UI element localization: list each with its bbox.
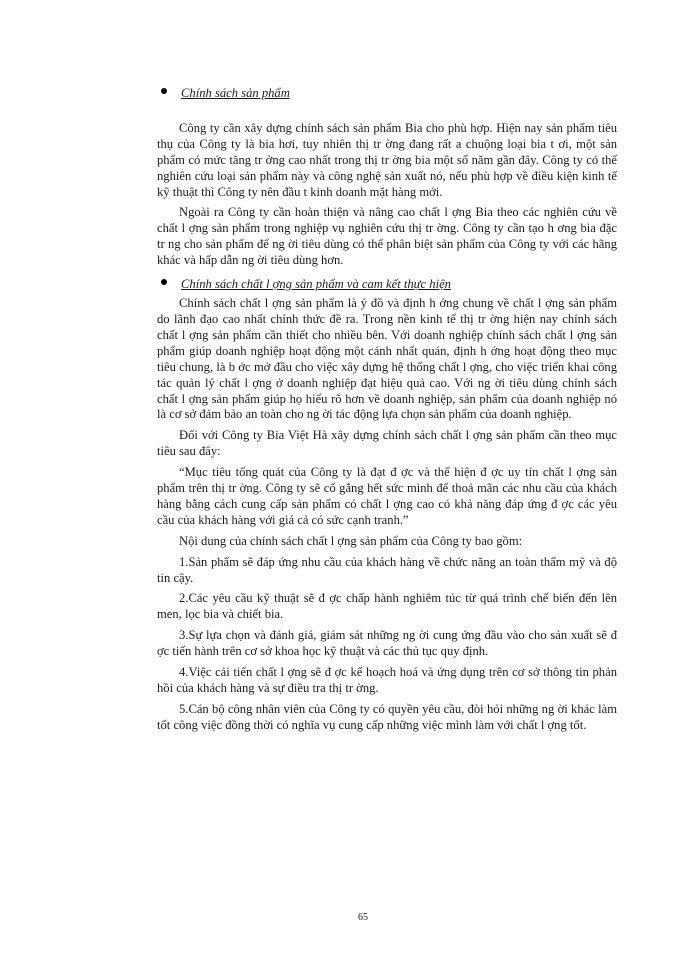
list-item xyxy=(157,702,617,734)
list-item-text: 5.Cán bộ công nhân viên của Công ty có quyền yêu cầu, đòi hỏi những ng ời khác làm tốt công việc đồng thời có nghĩa vụ cung cấp những việc mình làm với chất l ợng tốt. xyxy=(157,701,617,732)
list-item-text: 2.Các yêu cầu kỹ thuật sẽ đ ợc chấp hành nghiêm túc từ quá trình chế biến đến lên men, lọc bia và chiết bia. xyxy=(157,591,617,622)
page-body xyxy=(157,83,617,739)
paragraph-text: Ngoài ra Công ty cần hoàn thiện và nâng cao chất l ợng Bia theo các nghiên cứu về chất l ợng sản phẩm trong nghiệp vụ nghiên cứu thị tr ờng. Công ty cần tạo h ơng bia đặc tr ng cho sản phẩm để ng ời tiêu dùng có thể phân biệt sản phẩm của Công ty với các hãng khác và hấp dẫn ng ời tiêu dùng hơn. xyxy=(157,205,617,268)
paragraph xyxy=(157,205,617,269)
list-item xyxy=(157,628,617,660)
page-number: 65 xyxy=(358,912,368,923)
quote-text: “Mục tiêu tổng quát của Công ty là đạt đ ợc và thể hiện đ ợc uy tín chất l ợng sản phẩm trên thị tr ờng. Công ty sẽ cố gắng hết sức mình để thoả mãn các nhu cầu của khách hàng bằng cách cung cấp sản phẩm có chất l ợng cao có khả năng đáp ứng đ ợc các yêu cầu của khách hàng với giá cả có sức cạnh tranh.” xyxy=(157,465,617,527)
paragraph-text: Đối với Công ty Bia Việt Hà xây dựng chính sách chất l ợng sản phẩm cần theo mục tiêu sau đây: xyxy=(157,428,617,459)
list-item xyxy=(157,555,617,587)
paragraph-text: Chính sách chất l ợng sản phẩm là ý đồ và định h ớng chung về chất l ợng sản phẩm do lãnh đạo cao nhất chính thức đề ra. Trong nền kinh tế thị tr ờng hiện nay chính sách chất l ợng sản phẩm cần thiết cho nhiều bên. Với doanh nghiệp chính sách chất l ợng sản phẩm giúp doanh nghiệp hoạt động một cánh nhất quán, định h ớng hoạt động theo mục tiêu chung, là b ớc mở đầu cho việc xây dựng hệ thống chất l ợng, cho việc triển khai công tác quản lý chất l ợng ở doanh nghiệp đạt hiệu quả cao. Với ng ời tiêu dùng chính sách chất l ợng sản phẩm giúp họ hiểu rõ hơn về doanh nghiệp, sản phẩm của doanh nghiệp nó là cơ sở đảm bảo an toàn cho ng ời tác động lựa chọn sản phẩm của doanh nghiệp. xyxy=(157,296,617,422)
quote-paragraph xyxy=(157,465,617,529)
section-heading-product-policy xyxy=(157,83,617,101)
list-item-text: 1.Sản phẩm sẽ đáp ứng nhu cầu của khách hàng về chức năng an toàn thẩm mỹ và độ tin cậy. xyxy=(157,554,617,585)
heading-text: Chính sách chất l ợng sản phẩm và cam kết thực hiện xyxy=(181,277,451,292)
list-item-text: 4.Việc cải tiến chất l ợng sẽ đ ợc kế hoạch hoá và ứng dụng trên cơ sở thông tin phản hồi của khách hàng và sự điều tra thị tr ờng. xyxy=(157,665,617,695)
heading-text: Chính sách sản phẩm xyxy=(181,86,290,100)
list-item xyxy=(157,665,617,697)
paragraph xyxy=(157,296,617,423)
paragraph xyxy=(157,534,617,550)
paragraph xyxy=(157,105,617,200)
bullet-icon xyxy=(161,279,167,285)
section-heading-quality-policy xyxy=(157,274,617,292)
paragraph xyxy=(157,428,617,460)
list-item-text: 3.Sự lựa chọn và đánh giá, giám sát những ng ời cung ứng đầu vào cho sản xuất sẽ đ ợc tiến hành trên cơ sở khoa học kỹ thuật và các thủ tục quy định. xyxy=(157,628,617,659)
paragraph-text: Công ty cần xây dựng chính sách sản phẩm Bia cho phù hợp. Hiện nay sản phẩm tiêu thụ của Công ty là bia hơi, tuy nhiên thị tr ờng đang rất a chuộng loại bia t ơi, một sản phẩm có mức tăng tr ởng cao nhất trong thị tr ờng bia một số năm gần đây. Công ty có thể nghiên cứu loại sản phẩm này và công nghệ sản xuất nó, nếu phù hợp về điều kiện kinh tế kỹ thuật thì Công ty nên đầu t kinh doanh mặt hàng mới. xyxy=(157,120,617,199)
list-item xyxy=(157,591,617,623)
bullet-icon xyxy=(161,88,167,94)
paragraph-text: Nội dung của chính sách chất l ợng sản phẩm của Công ty bao gồm: xyxy=(179,533,523,548)
